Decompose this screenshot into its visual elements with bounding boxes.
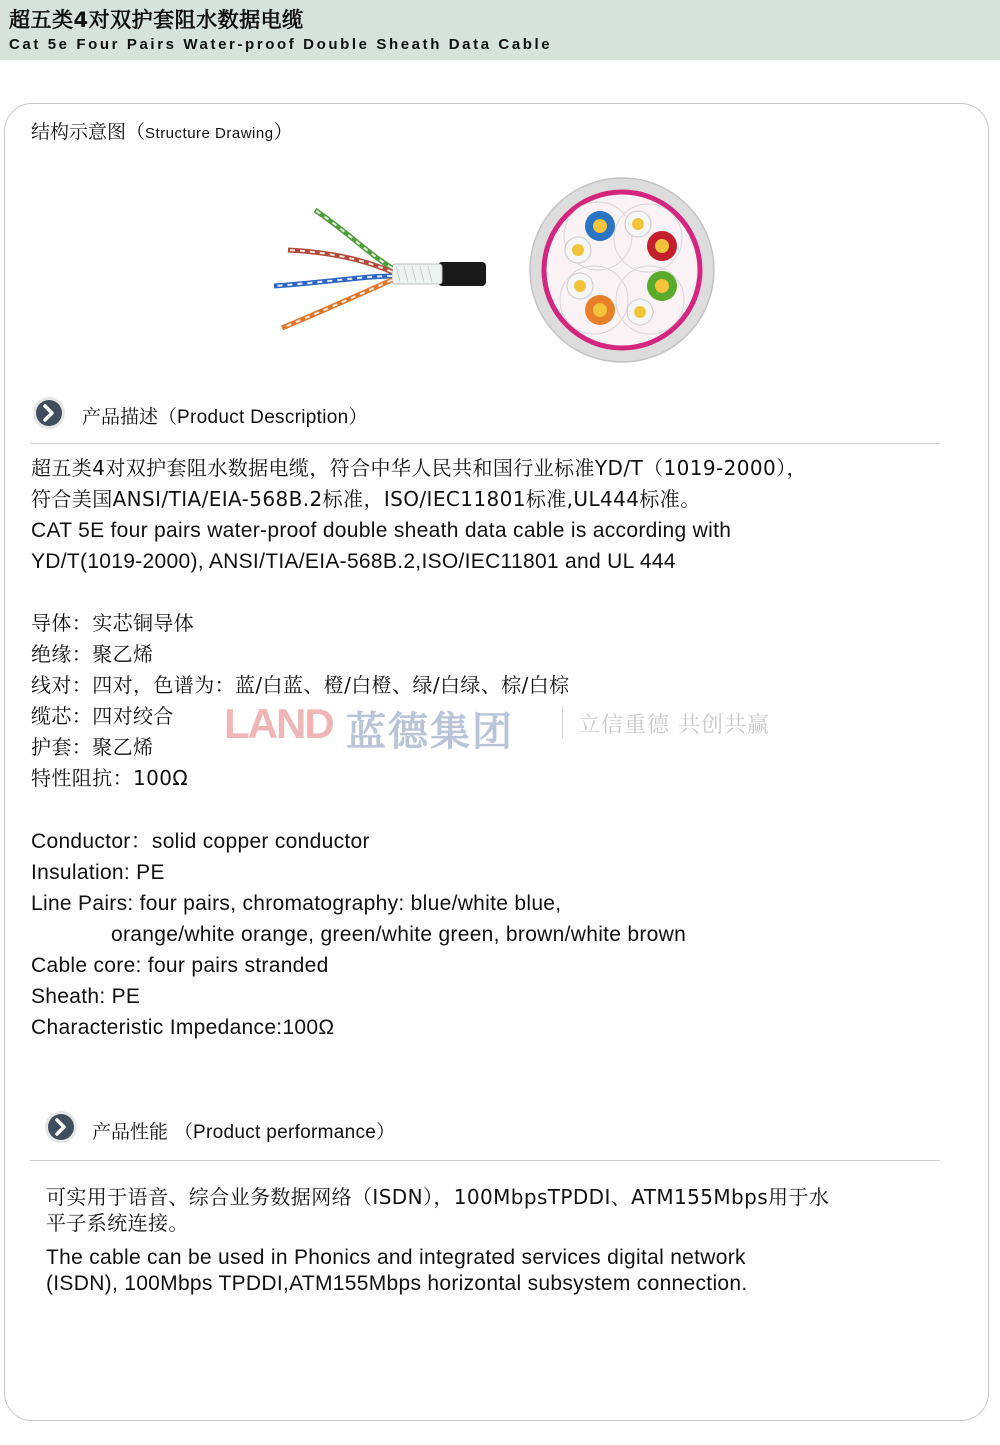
description-zh-line-2: 符合美国ANSI/TIA/EIA-568B.2标准，ISO/IEC11801标准,UL444标准。 [31,487,701,511]
performance-zh-line-1: 可实用于语音、综合业务数据网络（ISDN），100MbpsTPDDI、ATM155Mbps用于水 [46,1185,830,1209]
description-heading-en: Product Description [177,407,349,428]
spec-zh-sheath: 护套：聚乙烯 [31,735,154,759]
white-blue-conductor [565,237,591,263]
performance-en-line-2: (ISDN), 100Mbps TPDDI,ATM155Mbps horizontal subsystem connection. [46,1272,748,1295]
brown-pair-wire [288,250,392,272]
description-divider [30,443,940,444]
blue-pair-wire [274,276,392,286]
spec-en-line-pairs-cont: orange/white orange, green/white green, brown/white brown [111,923,687,946]
orange-pair-wire [282,280,392,328]
description-en-line-2: YD/T(1019-2000), ANSI/TIA/EIA-568B.2,ISO/IEC11801 and UL 444 [31,550,676,573]
page-title-en: Cat 5e Four Pairs Water-proof Double Sheath Data Cable [9,36,553,53]
structure-title-en: Structure Drawing [145,125,274,142]
structure-title-zh: 结构示意图（ [31,121,146,143]
white-orange-conductor [567,273,593,299]
spec-zh-impedance: 特性阻抗：100Ω [31,766,189,790]
chevron-right-icon [32,396,66,430]
page-header [0,0,1000,60]
description-en-line-1: CAT 5E four pairs water-proof double sheath data cable is according with [31,519,732,542]
spec-zh-cable-core: 缆芯：四对绞合 [31,704,174,728]
spec-en-conductor: Conductor：solid copper conductor [31,830,370,853]
red-conductor [647,231,677,261]
performance-heading-en: Product performance [193,1122,377,1143]
orange-conductor [585,295,615,325]
land-logo-watermark: LAND [224,700,333,747]
performance-divider [30,1160,940,1161]
watermark-separator [562,706,563,738]
description-heading-zh: 产品描述（ [82,406,178,428]
chevron-right-icon [44,1110,78,1144]
cable-cross-section [528,176,716,364]
green-conductor [647,271,677,301]
spec-en-line-pairs: Line Pairs: four pairs, chromatography: blue/white blue, [31,892,562,915]
cable-outer-jacket [438,262,486,286]
product-performance-heading [92,1117,395,1144]
brand-name-watermark: 蓝德集团 [346,709,514,755]
performance-heading-zh: 产品性能 （ [92,1121,194,1143]
performance-heading-close: ） [376,1121,396,1143]
spec-en-sheath: Sheath: PE [31,985,141,1008]
spec-en-cable-core: Cable core: four pairs stranded [31,954,329,977]
spec-zh-line-pairs: 线对：四对，色谱为：蓝/白蓝、橙/白橙、绿/白绿、棕/白棕 [31,673,570,697]
cable-side-illustration [270,200,490,335]
product-description-heading [82,402,368,429]
spec-en-impedance: Characteristic Impedance:100Ω [31,1016,335,1039]
page-title-zh: 超五类4对双护套阻水数据电缆 [9,8,304,32]
white-green-conductor [627,299,653,325]
performance-zh-line-2: 平子系统连接。 [46,1211,189,1235]
blue-conductor [585,211,615,241]
white-red-conductor [625,211,651,237]
slogan-watermark: 立信重德 共创共赢 [578,713,770,738]
structure-title-close: ） [273,121,293,143]
description-zh-line-1: 超五类4对双护套阻水数据电缆，符合中华人民共和国行业标准YD/T（1019-2000）， [31,456,807,480]
spec-en-insulation: Insulation: PE [31,861,165,884]
spec-zh-insulation: 绝缘：聚乙烯 [31,642,154,666]
spec-zh-conductor: 导体：实芯铜导体 [31,611,195,635]
description-heading-close: ） [348,406,368,428]
structure-drawing-title [31,117,293,144]
performance-en-line-1: The cable can be used in Phonics and integrated services digital network [46,1246,746,1269]
